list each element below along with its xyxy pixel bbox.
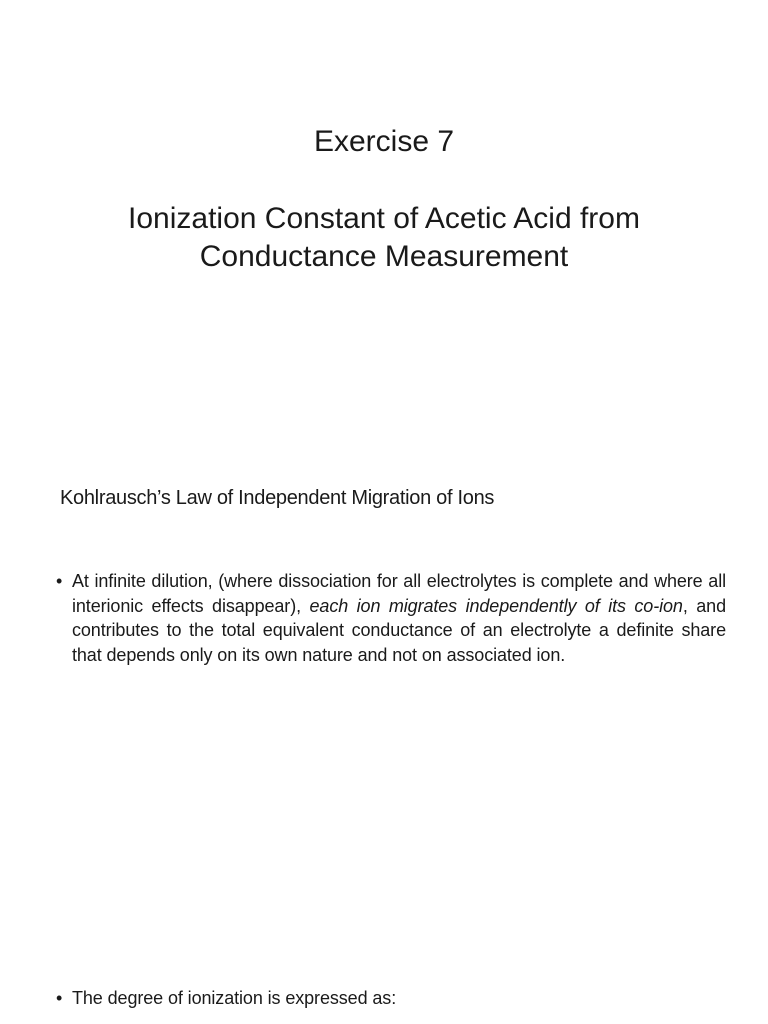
subtitle-line-2: Conductance Measurement <box>199 240 569 273</box>
title-slide <box>0 0 768 430</box>
subtitle-line-1: Ionization Constant of Acetic Acid from <box>128 202 640 235</box>
bullet2-text: The degree of ionization is expressed as: <box>72 988 397 1008</box>
bullet-kohlrausch-law <box>56 569 726 667</box>
bullet-icon: • <box>56 571 63 591</box>
bullet-icon: • <box>56 988 63 1008</box>
section-heading: Kohlrausch’s Law of Independent Migration of Ions <box>60 487 495 509</box>
bullet1-text-end: , and contributes to the total equivalent conductance of an electrolyte a definite share that depends only on its own nature and not on associated ion. <box>72 595 726 665</box>
bullet-degree-of-ionization <box>56 986 726 1011</box>
exercise-title: Exercise 7 <box>313 125 455 158</box>
bullet1-text-italic: each ion migrates independently of its co-ion <box>309 595 683 616</box>
exercise-subtitle <box>40 200 728 276</box>
bullet1-text-start: At infinite dilution, (where dissociation for all electrolytes is complete and where all interionic effects disappear), <box>72 571 726 616</box>
